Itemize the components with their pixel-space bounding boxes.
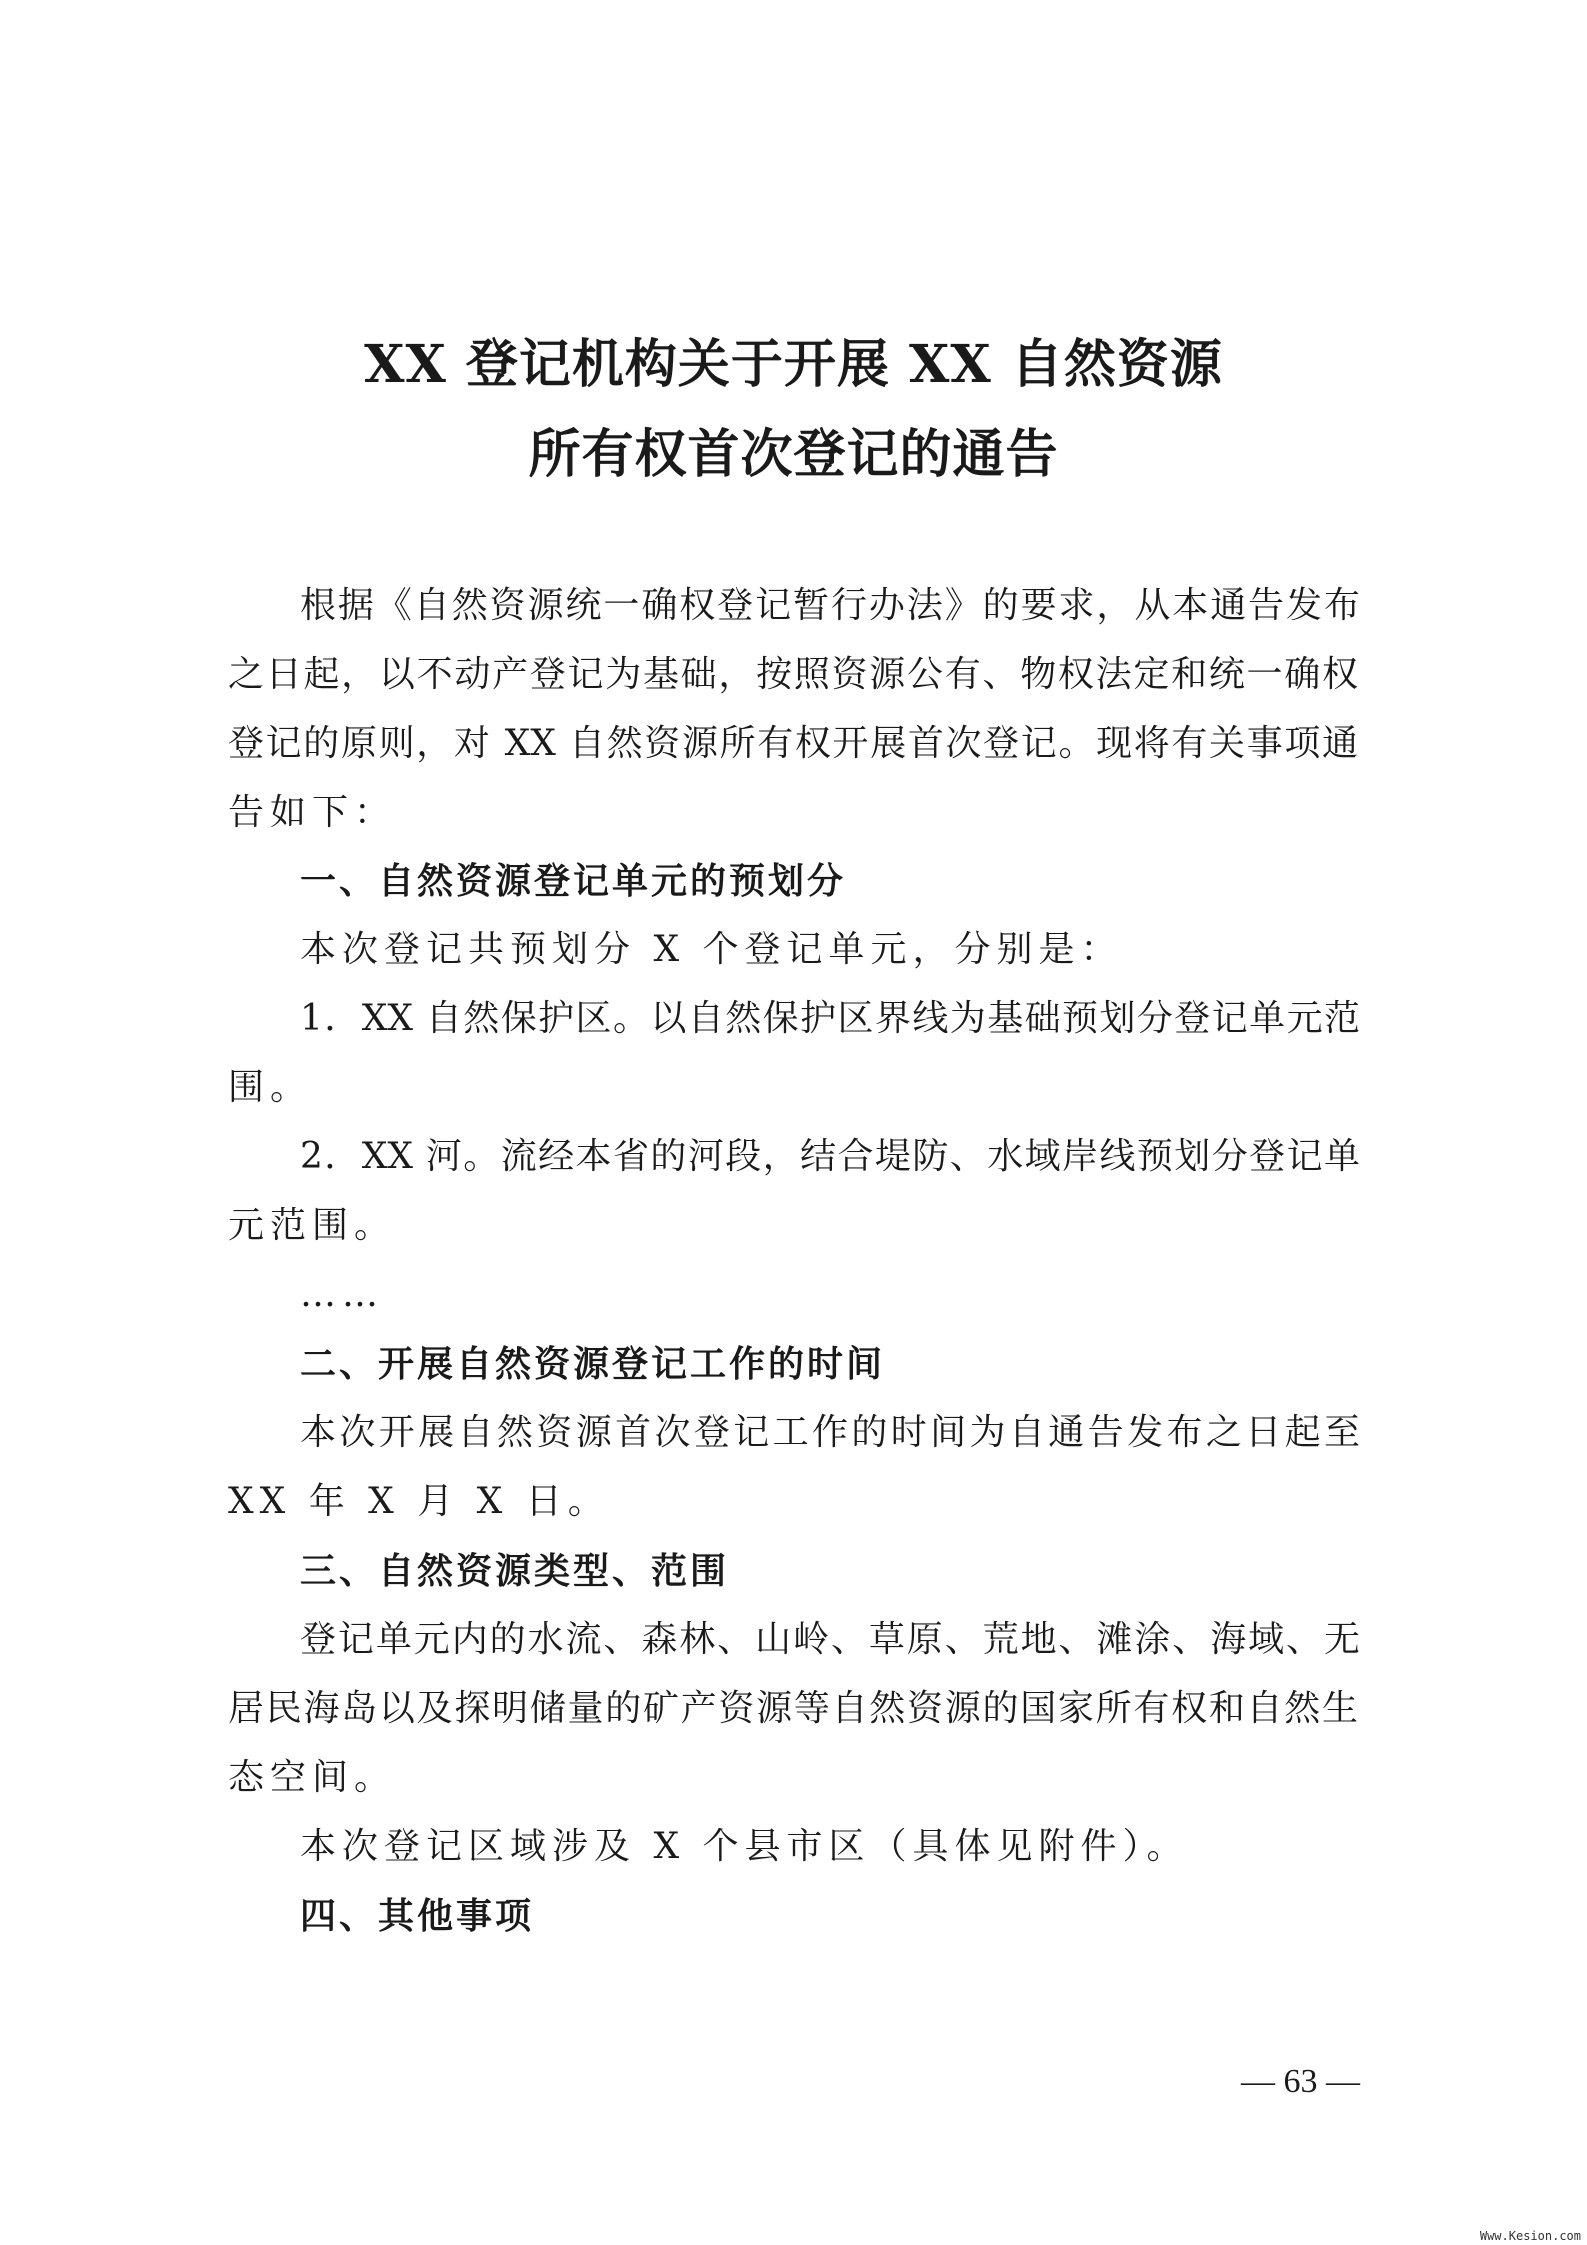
- paragraph-line: 本次登记区域涉及 X 个县市区（具体见附件）。: [300, 1826, 1189, 1867]
- document-title-line-1: XX 登记机构关于开展 XX 自然资源: [364, 334, 1223, 395]
- paragraph-line: 之日起，以不动产登记为基础，按照资源公有、物权法定和统一确权: [228, 654, 1358, 695]
- page-number: — 63 —: [1241, 2063, 1360, 2100]
- paragraph-line: 根据《自然资源统一确权登记暂行办法》的要求，从本通告发布: [300, 585, 1360, 626]
- section-heading-4: 四、其他事项: [300, 1895, 535, 1937]
- paragraph-line: 登记单元内的水流、森林、山岭、草原、荒地、滩涂、海域、无: [300, 1619, 1360, 1660]
- list-item-2: 2．XX 河。流经本省的河段，结合堤防、水域岸线预划分登记单: [300, 1136, 1360, 1177]
- ellipsis: ……: [300, 1274, 384, 1315]
- paragraph-line: XX 年 X 月 X 日。: [228, 1481, 610, 1522]
- watermark: Www.Kesion.com: [1479, 2229, 1581, 2243]
- paragraph-line: 本次开展自然资源首次登记工作的时间为自通告发布之日起至: [300, 1412, 1360, 1453]
- section-heading-2: 二、开展自然资源登记工作的时间: [300, 1343, 886, 1385]
- paragraph-line: 态空间。: [228, 1757, 397, 1798]
- list-item-1: 1．XX 自然保护区。以自然保护区界线为基础预划分登记单元范: [300, 998, 1360, 1039]
- paragraph-line: 居民海岛以及探明储量的矿产资源等自然资源的国家所有权和自然生: [228, 1688, 1358, 1729]
- document-title-line-2: 所有权首次登记的通告: [528, 424, 1059, 485]
- paragraph-line: 本次登记共预划分 X 个登记单元，分别是：: [300, 929, 1123, 970]
- list-item-2-continued: 元范围。: [228, 1205, 397, 1246]
- section-heading-1: 一、自然资源登记单元的预划分: [300, 860, 847, 902]
- list-item-1-continued: 围。: [228, 1067, 313, 1108]
- paragraph-line: 告如下：: [228, 792, 397, 833]
- section-heading-3: 三、自然资源类型、范围: [300, 1550, 730, 1592]
- paragraph-line: 登记的原则，对 XX 自然资源所有权开展首次登记。现将有关事项通: [228, 723, 1358, 764]
